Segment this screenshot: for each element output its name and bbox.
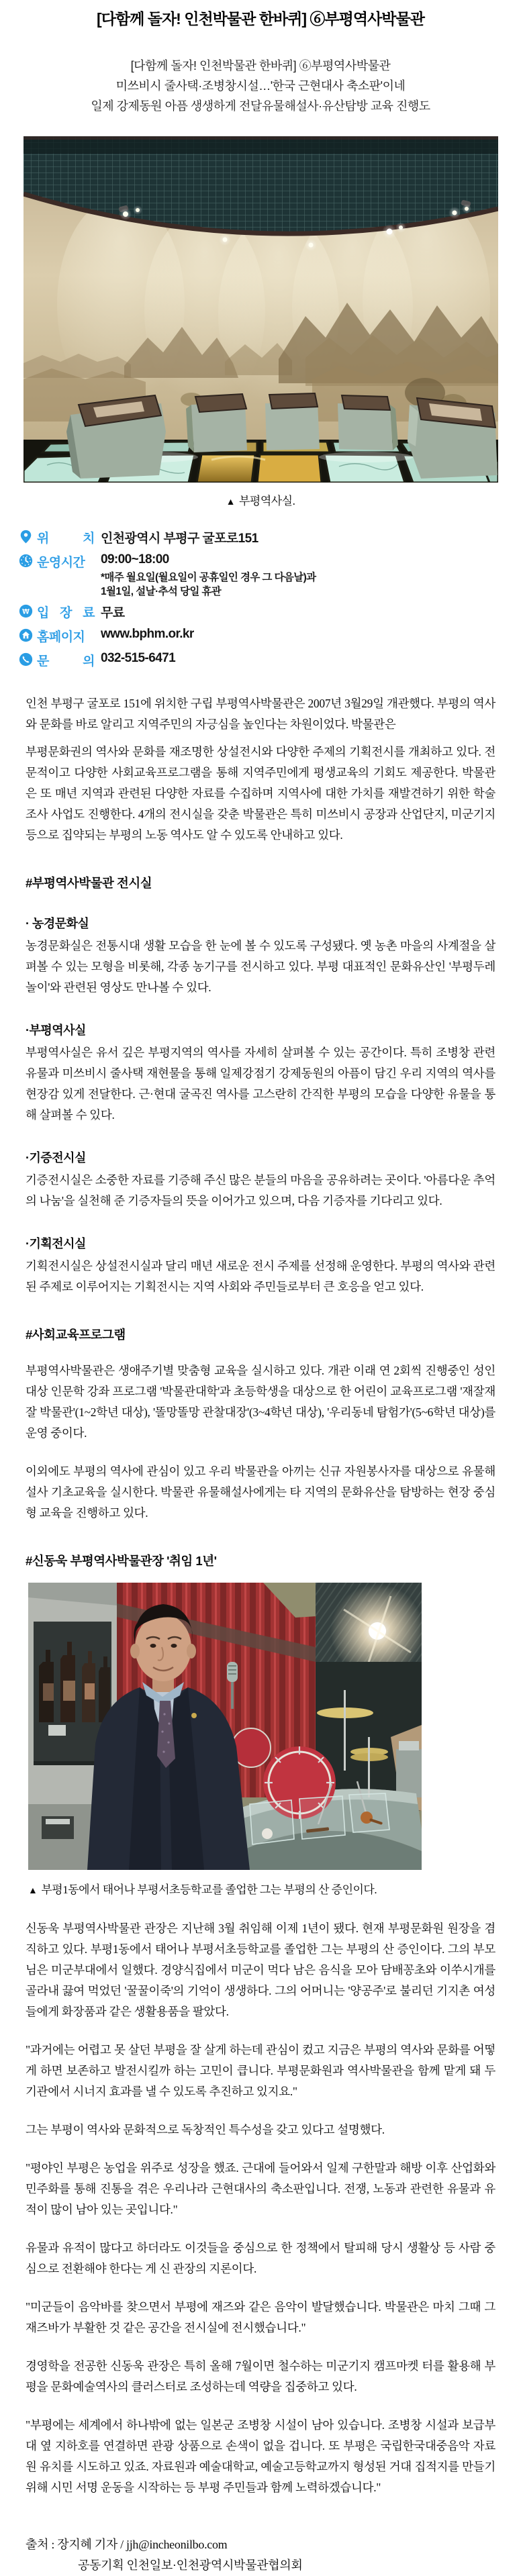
info-row-contact	[19, 651, 521, 669]
director-quote-4: "부평에는 세계에서 하나밖에 없는 일본군 조병창 시설이 남아 있습니다. 조병창 시설과 보급부대 옆 지하호를 연결하면 관광 상품으로 손색이 없을 겁니다. 또 부평은 국립한국대중음악 자료원 유치를 시도하고 있죠. 자료원과 예술대학교, 예술고등학교까지 형성된 거대 집적지를 만들기 위해 시민 서명 운동을 시작하는 등 부평 주민들과 함께 노력하겠습니다."	[26, 2418, 495, 2494]
info-row-location	[19, 528, 521, 546]
coplanning-line: 공동기획 인천일보·인천광역시박물관협의회	[78, 2559, 303, 2572]
hours-note-2: 1월1일, 설날·추석 당일 휴관	[101, 586, 222, 597]
room-heading-bupyeong-history: ·부평역사실	[26, 1024, 86, 1037]
info-label-contact: 문 의	[37, 654, 95, 668]
director-quote-2: "평야인 부평은 농업을 위주로 성장을 했죠. 근대에 들어와서 일제 구한말과 해방 이후 산업화와 민주화를 통해 진통을 겪은 우리나라 근현대사의 축소판입니다. 전쟁, 노동과 관련한 유물과 유적이 많이 남아 있는 곳입니다."	[26, 2161, 495, 2216]
summary-line: 일제 강제동원 아픔 생생하게 전달유물해설사·유산탐방 교육 진행도	[91, 99, 430, 113]
info-value-website: www.bphm.or.kr	[101, 627, 194, 641]
home-icon	[19, 628, 33, 642]
won-icon	[19, 604, 33, 618]
section-heading-education: #사회교육프로그램	[26, 1328, 126, 1342]
section-heading-director: #신동욱 부평역사박물관장 '취임 1년'	[26, 1554, 217, 1568]
room-body-special: 기획전시실은 상설전시실과 달리 매년 새로운 전시 주제를 선정해 운영한다. 부평의 역사와 관련된 주제로 이루어지는 기획전시는 지역 사회와 주민들로부터 큰 호응을 얻고 있다.	[26, 1259, 495, 1293]
info-value-location: 인천광역시 부평구 굴포로151	[101, 532, 258, 546]
director-quote-1: "과거에는 어렵고 못 살던 부평을 잘 살게 하는데 관심이 컸고 지금은 부평의 역사와 문화를 어떻게 하면 보존하고 발전시킬까 하는 고민이 큽니다. 부평문화원과 역사박물관을 함께 맡게 돼 두 기관에서 시너지 효과를 낼 수 있도록 추진하고 있지요."	[26, 2043, 495, 2098]
director-paragraph-4: 경영학을 전공한 신동욱 관장은 특히 올해 7월이면 철수하는 미군기지 캠프마켓 터를 활용해 부평을 문화예술역사의 클러스터로 조성하는데 역량을 집중하고 있다.	[26, 2359, 495, 2393]
room-heading-special: ·기획전시실	[26, 1237, 86, 1250]
summary-line: 미쓰비시 줄사택·조병창시설…'한국 근현대사 축소판'이네	[115, 79, 406, 93]
director-quote-3: "미군들이 음악바를 찾으면서 부평에 재즈와 같은 음악이 발달했습니다. 박물관은 마치 그때 그 재즈바가 부활한 것 같은 공간을 전시실에 전시했습니다."	[26, 2300, 495, 2334]
info-label-fee: 입 장 료	[37, 606, 95, 620]
photo1-caption	[0, 491, 521, 508]
education-paragraph-1: 부평역사박물관은 생애주기별 맞춤형 교육을 실시하고 있다. 개관 이래 연 2회씩 진행중인 성인 대상 인문학 강좌 프로그램 '박물관대학'과 초등학생을 대상으로 한 어린이 교육프로그램 '재잘재잘 박물관'(1~2학년 대상), '똘망똘망 관찰대장'(3~4학년 대상), '우리동네 탐험가'(5~6학년 대상)를 운영 중이다.	[26, 1364, 495, 1440]
clock-icon	[19, 554, 33, 568]
hours-note-1: *매주 월요일(월요일이 공휴일인 경우 그 다음날)과	[101, 572, 316, 583]
info-row-fee	[19, 603, 521, 621]
room-body-donation: 기증전시실은 소중한 자료를 기증해 주신 많은 분들의 마음을 공유하려는 곳이다. '아름다운 추억의 나눔'을 실천해 준 기증자들의 뜻을 이어가고 있으며, 다음 기증자를 기다리고 있다.	[26, 1173, 495, 1207]
svg-text:W: W	[22, 607, 30, 616]
article-summary	[0, 56, 521, 116]
room-heading-agriculture: · 농경문화실	[26, 917, 89, 930]
info-value-hours: 09:00~18:00	[101, 552, 169, 566]
up-triangle-marker: ▲	[28, 1886, 38, 1896]
source-line: 출처 : 장지혜 기자 / jjh@incheonilbo.com	[26, 2538, 228, 2551]
photo2-caption	[28, 1880, 494, 1897]
summary-line: [다함께 돌자! 인천박물관 한바퀴] ⑥부평역사박물관	[130, 59, 391, 72]
director-paragraph-2: 그는 부평이 역사와 문화적으로 독창적인 특수성을 갖고 있다고 설명했다.	[26, 2123, 385, 2136]
room-body-agriculture: 농경문화실은 전통시대 생활 모습을 한 눈에 볼 수 있도록 구성됐다. 옛 농촌 마을의 사계절을 살펴볼 수 있는 모형을 비롯해, 각종 농기구를 전시하고 있다. 부평 대표적인 문화유산인 '부평두레놀이'와 관련된 영상도 만나볼 수 있다.	[26, 939, 495, 994]
info-label-website: 홈페이지	[37, 630, 85, 644]
article-footer	[26, 2534, 495, 2576]
director-paragraph-1: 신동욱 부평역사박물관 관장은 지난해 3월 취임해 이제 1년이 됐다. 현재 부평문화원 원장을 겸직하고 있다. 부평1동에서 태어나 부평서초등학교를 졸업한 그는 부평의 산 증인이다. 그의 부모님은 미군부대에서 일했다. 경양식집에서 미군이 먹다 남은 음식을 모아 담배꽁초와 이쑤시개를 골라내 끓여 먹었던 '꿀꿀이죽'의 기억이 생생하다. 그의 어머니는 '양공주'로 불리던 기지촌 여성들에게 화장품과 같은 생활용품을 팔았다.	[26, 1922, 495, 2018]
section-heading-exhibit-rooms: #부평역사박물관 전시실	[26, 876, 152, 890]
info-label-hours: 운영시간	[37, 556, 85, 570]
hours-notes	[101, 571, 521, 599]
info-value-contact: 032-515-6471	[101, 651, 176, 665]
info-row-website	[19, 627, 521, 645]
info-row-hours	[19, 552, 521, 571]
phone-icon	[19, 652, 33, 666]
visitor-info	[19, 528, 521, 669]
director-paragraph-3: 유물과 유적이 많다고 하더라도 이것들을 중심으로 한 정책에서 탈피해 당시 생활상 등 사람 중심으로 전환해야 한다는 게 신 관장의 지론이다.	[26, 2241, 495, 2275]
photo2-caption-text: 부평1동에서 태어나 부평서초등학교를 졸업한 그는 부평의 산 증인이다.	[41, 1883, 377, 1896]
education-paragraph-2: 이외에도 부평의 역사에 관심이 있고 우리 박물관을 아끼는 신규 자원봉사자를 대상으로 유물해설사 기초교육을 실시한다. 박물관 유물해설사에게는 타 지역의 문화유산을 탐방하는 현장 중심형 교육을 진행하고 있다.	[26, 1465, 495, 1520]
room-body-bupyeong-history: 부평역사실은 유서 깊은 부평지역의 역사를 자세히 살펴볼 수 있는 공간이다. 특히 조병창 관련 유물과 미쓰비시 줄사택 재현물을 통해 일제강점기 강제동원의 아픔이 담긴 우리 지역의 역사를 현장감 있게 전달한다. 근·현대 굴곡진 역사를 고스란히 간직한 부평의 모습을 다양한 유물을 통해 살펴볼 수 있다.	[26, 1046, 495, 1122]
museum-room-photo	[23, 136, 498, 483]
photo1-caption-text: 부평역사실.	[238, 495, 295, 507]
director-photo	[28, 1583, 422, 1870]
info-label-location: 위 치	[37, 532, 95, 546]
room-heading-donation: ·기증전시실	[26, 1151, 86, 1165]
page-title: [다함께 돌자! 인천박물관 한바퀴] ⑥부평역사박물관	[97, 10, 424, 28]
map-pin-icon	[19, 530, 33, 544]
intro-paragraph-2: 부평문화권의 역사와 문화를 재조명한 상설전시와 다양한 주제의 기획전시를 개최하고 있다. 전문적이고 다양한 사회교육프로그램을 통해 지역주민에게 평생교육의 기회도 제공한다. 박물관은 또 매년 지역과 관련된 다양한 자료를 수집하며 지역사에 대한 가치를 재발견하기 위한 학술조사 사업도 진행한다. 4개의 전시실을 갖춘 박물관은 특히 미쓰비시 공장과 산업단지, 미군기지 등으로 집약되는 부평의 노동 역사도 알 수 있도록 안내하고 있다.	[26, 745, 495, 842]
up-triangle-marker: ▲	[226, 497, 235, 507]
intro-paragraph-1: 인천 부평구 굴포로 151에 위치한 구립 부평역사박물관은 2007년 3월29일 개관했다. 부평의 역사와 문화를 바로 알리고 지역주민의 자긍심을 높인다는 차원이었다. 박물관은	[26, 697, 495, 731]
info-value-fee: 무료	[101, 606, 125, 620]
